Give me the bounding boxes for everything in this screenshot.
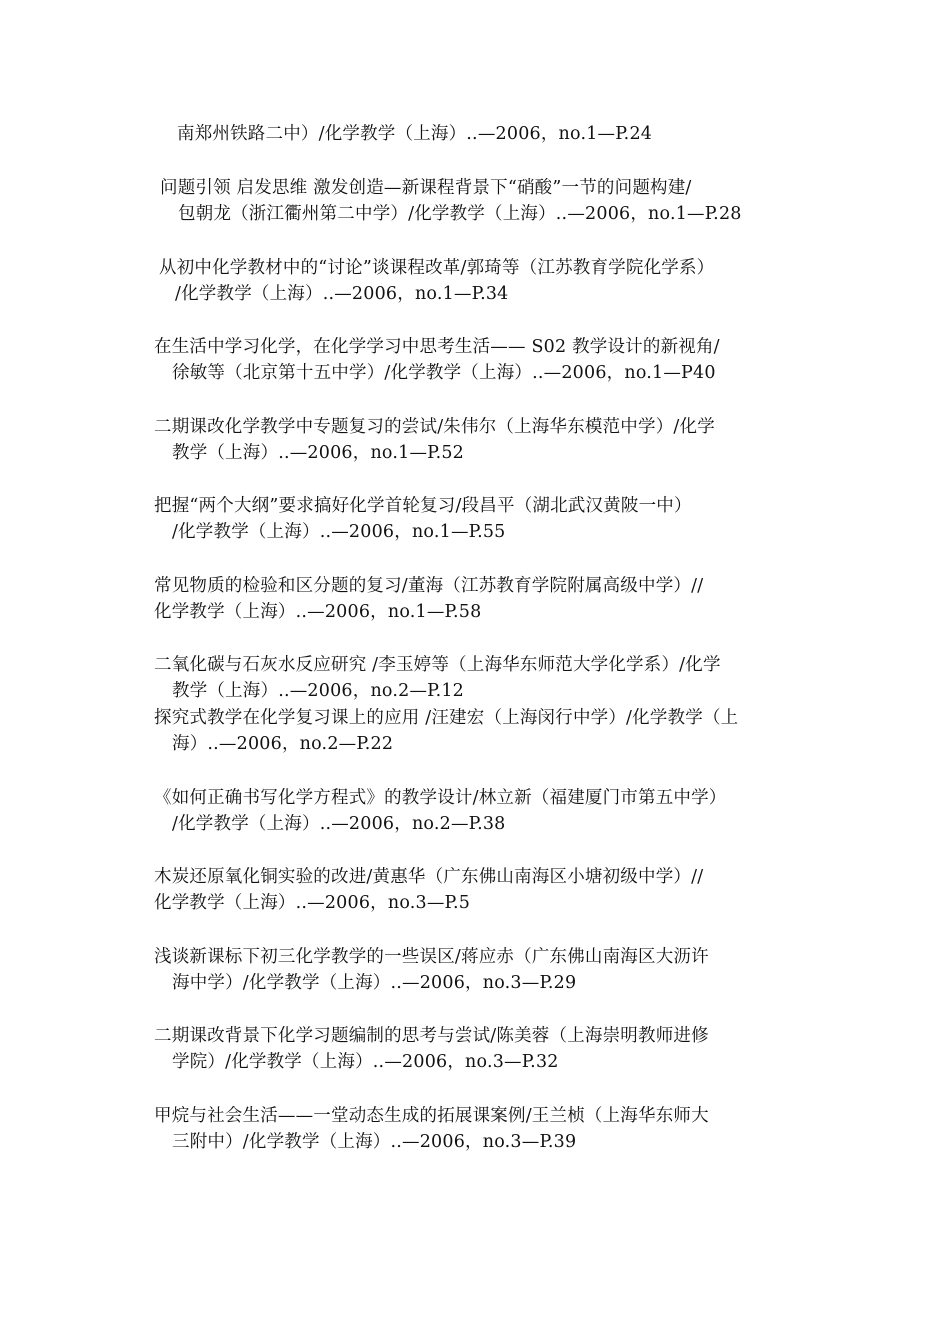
reference-line: 把握“两个大纲”要求搞好化学首轮复习/段昌平（湖北武汉黄陂一中） (154, 496, 692, 516)
reference-line: /化学教学（上海）..—2006，no.1—P.34 (175, 284, 509, 304)
reference-line: 化学教学（上海）..—2006，no.3—P.5 (154, 893, 471, 913)
reference-line: 《如何正确书写化学方程式》的教学设计/林立新（福建厦门市第五中学） (154, 788, 727, 808)
reference-line: 教学（上海）..—2006，no.2—P.12 (172, 681, 465, 701)
reference-line: 甲烷与社会生活——一堂动态生成的拓展课案例/王兰桢（上海华东师大 (154, 1106, 709, 1126)
reference-line: 包朝龙（浙江衢州第二中学）/化学教学（上海）..—2006，no.1—P.28 (178, 204, 742, 224)
reference-line: 三附中）/化学教学（上海）..—2006，no.3—P.39 (172, 1132, 577, 1152)
reference-line: 问题引领 启发思维 激发创造—新课程背景下“硝酸”一节的问题构建/ (160, 178, 692, 198)
reference-line: 木炭还原氧化铜实验的改进/黄惠华（广东佛山南海区小塘初级中学）// (154, 867, 704, 887)
reference-line: 二氧化碳与石灰水反应研究 /李玉婷等（上海华东师范大学化学系）/化学 (154, 655, 721, 675)
reference-line: 学院）/化学教学（上海）..—2006，no.3—P.32 (172, 1052, 559, 1072)
reference-line: 南郑州铁路二中）/化学教学（上海）..—2006，no.1—P.24 (177, 124, 653, 144)
reference-line: 教学（上海）..—2006，no.1—P.52 (172, 443, 465, 463)
reference-line: /化学教学（上海）..—2006，no.1—P.55 (172, 522, 506, 542)
reference-line: 二期课改背景下化学习题编制的思考与尝试/陈美蓉（上海崇明教师进修 (154, 1026, 709, 1046)
reference-line: 海中学）/化学教学（上海）..—2006，no.3—P.29 (172, 973, 577, 993)
reference-line: 常见物质的检验和区分题的复习/董海（江苏教育学院附属高级中学）// (154, 576, 704, 596)
reference-line: /化学教学（上海）..—2006，no.2—P.38 (172, 814, 506, 834)
reference-line: 浅谈新课标下初三化学教学的一些误区/蒋应赤（广东佛山南海区大沥许 (154, 947, 709, 967)
reference-line: 海）..—2006，no.2—P.22 (172, 734, 394, 754)
reference-line: 探究式教学在化学复习课上的应用 /汪建宏（上海闵行中学）/化学教学（上 (154, 708, 739, 728)
reference-line: 在生活中学习化学，在化学学习中思考生活—— S02 教学设计的新视角/ (154, 337, 720, 357)
reference-line: 从初中化学教材中的“讨论”谈课程改革/郭琦等（江苏教育学院化学系） (159, 258, 715, 278)
reference-line: 二期课改化学教学中专题复习的尝试/朱伟尔（上海华东模范中学）/化学 (154, 417, 715, 437)
reference-line: 徐敏等（北京第十五中学）/化学教学（上海）..—2006，no.1—P40 (172, 363, 716, 383)
reference-line: 化学教学（上海）..—2006，no.1—P.58 (154, 602, 482, 622)
